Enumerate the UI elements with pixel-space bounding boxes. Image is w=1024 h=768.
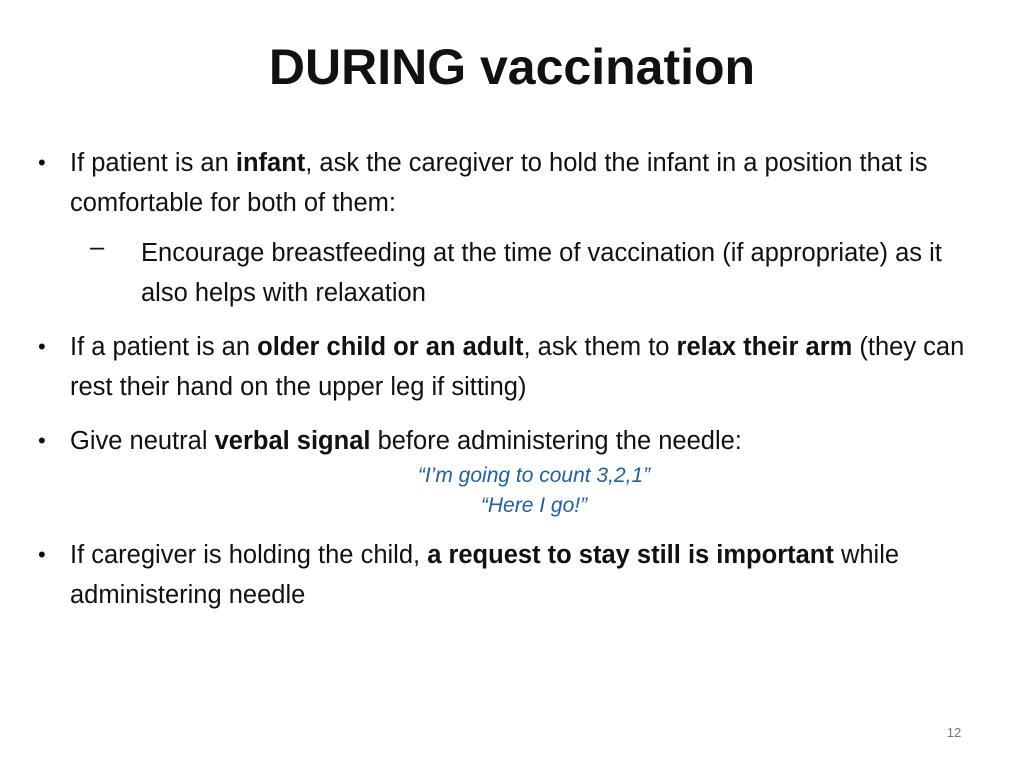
bullet-infant xyxy=(34,143,994,223)
bullet-caregiver-post: while administering needle xyxy=(70,541,900,609)
bullet-caregiver-pre: If caregiver is holding the child, xyxy=(70,541,428,569)
sub-bullet-breastfeeding xyxy=(34,233,994,313)
bullet-older-post: (they can rest their hand on the upper leg if sitting) xyxy=(70,333,965,401)
spacer xyxy=(34,407,994,421)
bullet-older-bold-1: older child or an adult xyxy=(257,333,524,361)
bullet-dot: • xyxy=(38,150,46,175)
page-number: 12 xyxy=(946,725,962,740)
sub-bullet-text: Encourage breastfeeding at the time of vaccination (if appropriate) as it also helps with relaxation xyxy=(141,239,942,307)
quote-count: “I’m going to count 3,2,1” xyxy=(417,464,651,487)
bullet-verbal-signal xyxy=(34,421,994,461)
bullet-infant-bold: infant xyxy=(235,149,306,177)
bullet-caregiver-bold: a request to stay still is important xyxy=(427,541,834,569)
bullet-older-pre: If a patient is an xyxy=(70,333,258,361)
bullet-verbal-bold: verbal signal xyxy=(214,427,371,455)
quote-here-i-go: “Here I go!” xyxy=(480,494,588,517)
bullet-caregiver xyxy=(34,535,994,615)
bullet-dot: • xyxy=(38,334,46,359)
bullet-dot: • xyxy=(38,542,46,567)
bullet-older-mid: , ask them to xyxy=(523,333,677,361)
spacer xyxy=(34,313,994,327)
bullet-infant-pre: If patient is an xyxy=(70,149,236,177)
bullet-dot: • xyxy=(38,428,46,453)
bullet-older-child xyxy=(34,327,994,407)
spacer xyxy=(34,521,994,535)
sub-bullet-dash: – xyxy=(90,233,105,261)
bullet-infant-post: , ask the caregiver to hold the infant in a position that is comfortable for both of them: xyxy=(70,149,928,217)
bullet-older-bold-2: relax their arm xyxy=(676,333,853,361)
bullet-verbal-pre: Give neutral xyxy=(70,427,215,455)
slide-title: DURING vaccination xyxy=(268,39,756,95)
bullet-verbal-post: before administering the needle: xyxy=(370,427,742,455)
slide-content xyxy=(34,143,994,615)
